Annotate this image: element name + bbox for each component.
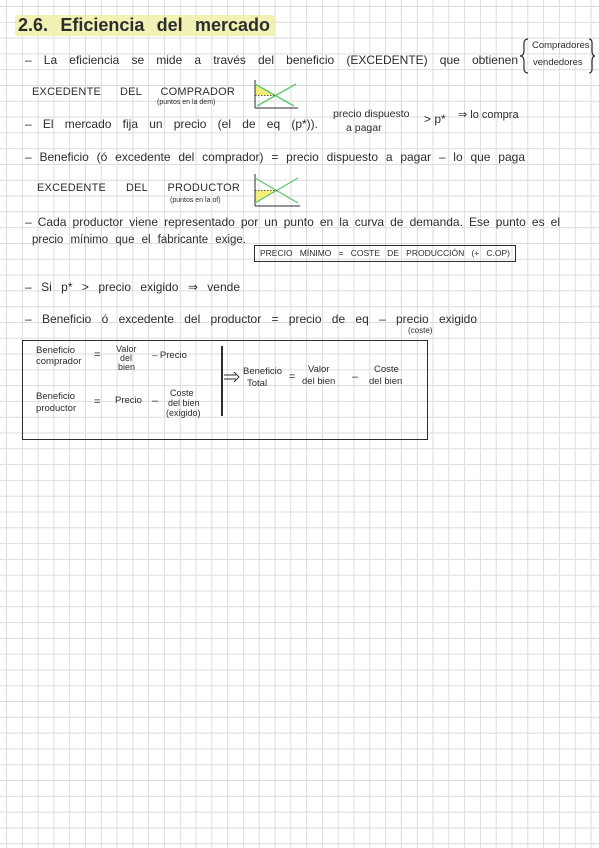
consumer-benefit-line: – Beneficio (ó excedente del comprador) = precio dispuesto a pagar – lo que paga bbox=[25, 150, 525, 164]
producer-surplus-note: (puntos en la of) bbox=[170, 197, 221, 204]
total-cost-2: del bien bbox=[369, 376, 403, 387]
buy-result: ⇒ lo compra bbox=[458, 109, 519, 121]
total-minus: – bbox=[352, 371, 359, 383]
producer-benefit-note: (coste) bbox=[408, 326, 433, 335]
buyer-benefit-label-1: Beneficio bbox=[36, 345, 76, 356]
seller-benefit-label-2: productor bbox=[36, 403, 77, 414]
summary-box bbox=[22, 340, 428, 440]
total-benefit-label-2: Total bbox=[247, 378, 268, 389]
left-brace-icon bbox=[518, 38, 530, 74]
total-cost-1: Coste bbox=[374, 364, 399, 375]
total-value-1: Valor bbox=[308, 364, 330, 375]
total-benefit-label-1: Beneficio bbox=[243, 366, 283, 377]
producer-benefit-line: – Beneficio ó excedente del productor = precio de eq – precio exigido bbox=[25, 312, 477, 326]
seller-benefit-label-1: Beneficio bbox=[36, 391, 76, 402]
buyer-benefit-label-2: comprador bbox=[36, 356, 82, 367]
producer-point-line-1: – Cada productor viene representado por un punto en la curva de demanda. Ese punto es el bbox=[25, 215, 560, 229]
buyer-value-1: Valor bbox=[116, 344, 137, 354]
willingness-to-pay-top: precio dispuesto bbox=[333, 108, 410, 120]
implies-arrow-icon bbox=[223, 371, 241, 383]
seller-cost-3: (exigido) bbox=[166, 408, 201, 418]
efficiency-line: – La eficiencia se mide a través del beneficio (EXCEDENTE) que obtienen bbox=[25, 53, 518, 67]
buyer-value-2: del bbox=[120, 353, 133, 363]
seller-minus: – bbox=[152, 395, 159, 407]
buyer-minus-price: – Precio bbox=[152, 350, 187, 361]
agent-sellers: vendedores bbox=[533, 57, 583, 68]
seller-equals: = bbox=[94, 396, 101, 408]
agent-buyers: Compradores bbox=[532, 40, 590, 51]
seller-price: Precio bbox=[115, 395, 142, 406]
total-equals: = bbox=[289, 371, 296, 383]
willingness-to-pay-bottom: a pagar bbox=[346, 122, 382, 134]
market-price-line: – El mercado fija un precio (el de eq (p*)). bbox=[25, 117, 318, 131]
seller-cost-1: Coste bbox=[170, 388, 194, 398]
buyer-equals: = bbox=[94, 349, 101, 361]
consumer-surplus-note: (puntos en la dem) bbox=[157, 99, 216, 106]
sell-rule-line: – Si p* > precio exigido ⇒ vende bbox=[25, 280, 240, 294]
producer-surplus-graph bbox=[252, 172, 302, 208]
producer-surplus-heading: EXCEDENTE DEL PRODUCTOR bbox=[37, 182, 240, 194]
minimum-price-box bbox=[254, 245, 516, 262]
consumer-surplus-graph bbox=[252, 78, 300, 110]
seller-cost-2: del bien bbox=[168, 398, 200, 408]
right-brace-icon bbox=[588, 38, 596, 74]
price-comparison: > p* bbox=[424, 112, 446, 126]
page-title: 2.6. Eficiencia del mercado bbox=[18, 15, 270, 35]
minimum-price-formula: PRECIO MÍNIMO = COSTE DE PRODUCCIÓN (+ C.OP) bbox=[260, 248, 510, 258]
total-value-2: del bien bbox=[302, 376, 336, 387]
consumer-surplus-heading: EXCEDENTE DEL COMPRADOR bbox=[32, 86, 235, 98]
buyer-value-3: bien bbox=[118, 362, 136, 372]
producer-point-line-2: precio mínimo que el fabricante exige. bbox=[32, 234, 246, 246]
